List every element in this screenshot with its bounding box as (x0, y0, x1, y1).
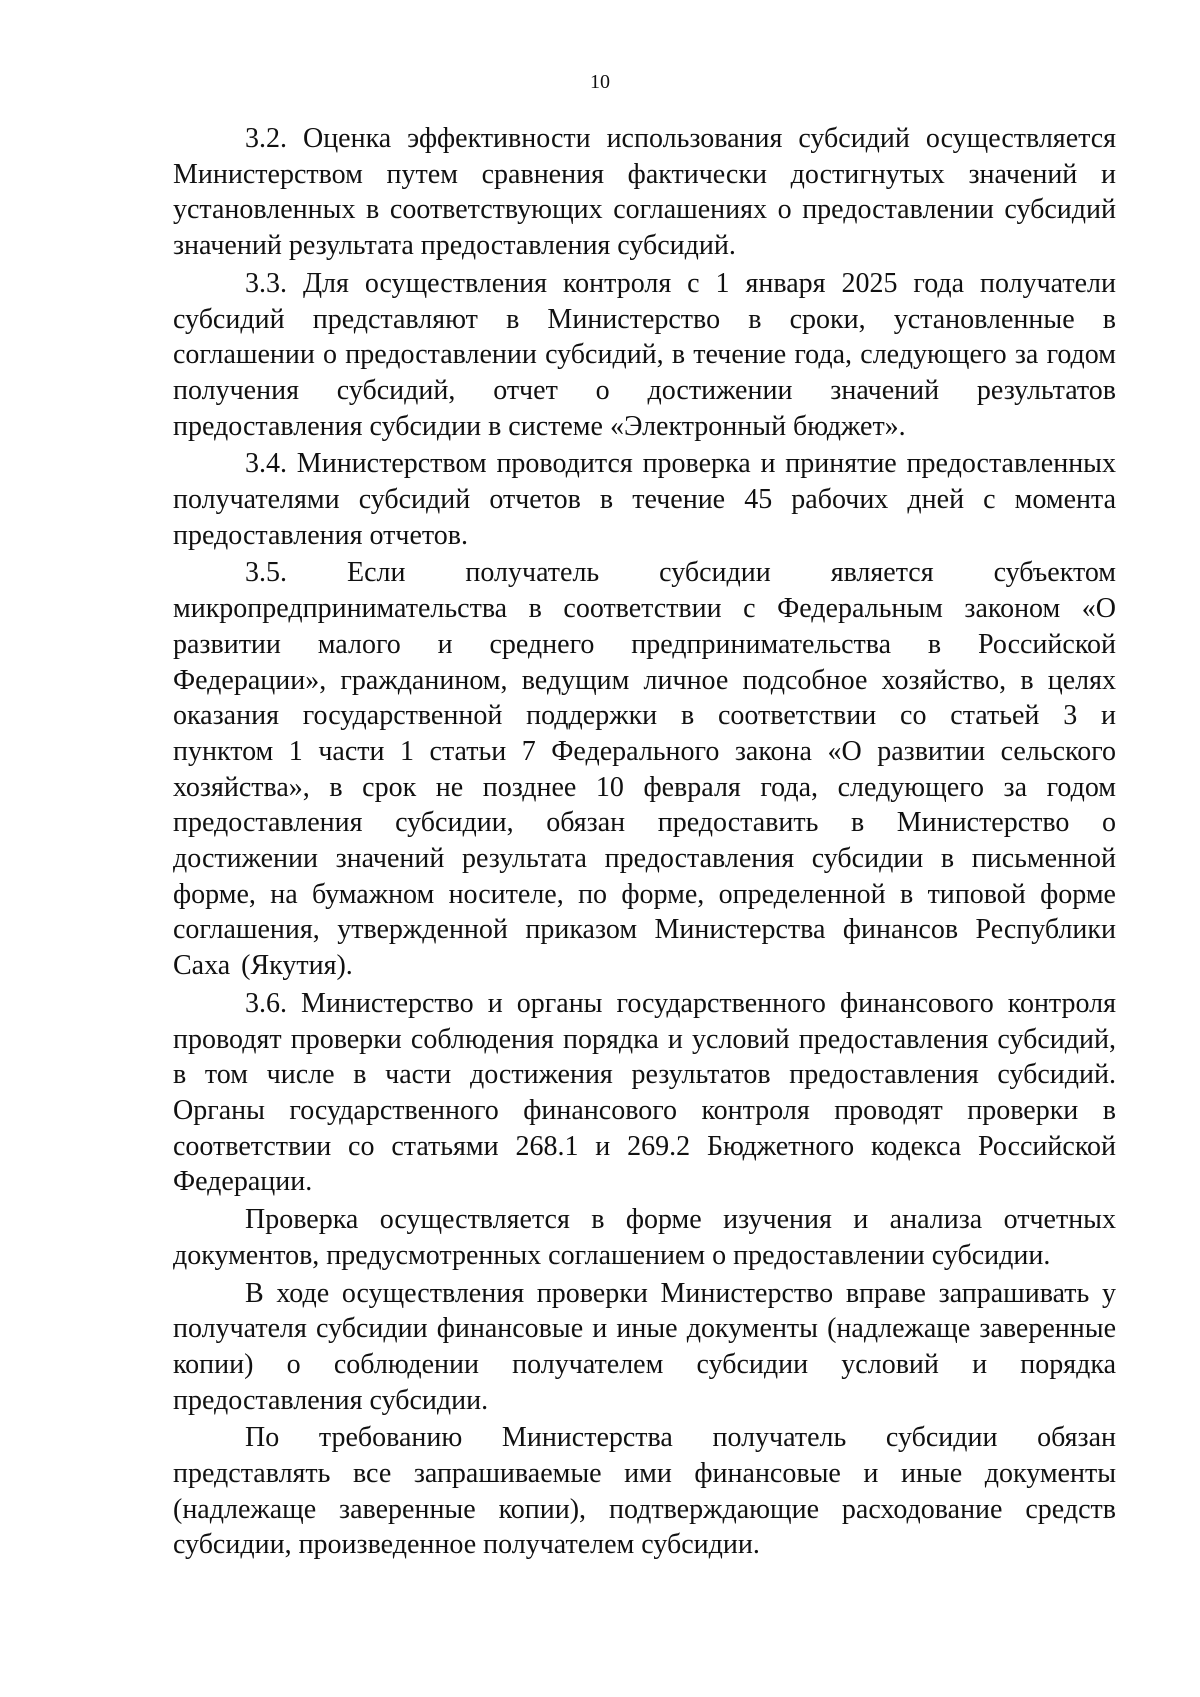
document-body (173, 121, 1116, 1563)
paragraph-3-2: 3.2. Оценка эффективности использования субсидий осуществляется Министерством путем сравнения фактически достигнутых значений и установленных в соответствующих соглашениях о предоставлении субсидий значений результата предоставления субсидий. (173, 123, 1116, 262)
paragraph-check-requirement: По требованию Министерства получатель субсидии обязан представлять все запрашиваемые ими финансовые и иные документы (надлежаще заверенные копии), подтверждающие расходование средств субсидии, произведенное получателем субсидии. (173, 1422, 1116, 1561)
paragraph-check-request: В ходе осуществления проверки Министерство вправе запрашивать у получателя субсидии финансовые и иные документы (надлежаще заверенные копии) о соблюдении получателем субсидии условий и порядка предоставления субсидии. (173, 1277, 1116, 1416)
paragraph-3-3: 3.3. Для осуществления контроля с 1 января 2025 года получатели субсидий представляют в Министерство в сроки, установленные в соглашении о предоставлении субсидий, в течение года, следующего за годом получения субсидий, отчет о достижении значений результатов предоставления субсидии в системе «Электронный бюджет». (173, 267, 1116, 442)
paragraph-3-6: 3.6. Министерство и органы государственного финансового контроля проводят проверки соблюдения порядка и условий предоставления субсидий, в том числе в части достижения результатов предоставления субсидий. Органы государственного финансового контроля проводят проверки в соответствии со статьями 268.1 и 269.2 Бюджетного кодекса Российской Федерации. (173, 987, 1116, 1198)
paragraph-3-4: 3.4. Министерством проводится проверка и принятие предоставленных получателями субсидий отчетов в течение 45 рабочих дней с момента предоставления отчетов. (173, 448, 1116, 551)
page-number: 10 (590, 71, 610, 93)
paragraph-check-form: Проверка осуществляется в форме изучения и анализа отчетных документов, предусмотренных соглашением о предоставлении субсидии. (173, 1204, 1116, 1271)
paragraph-3-5: 3.5. Если получатель субсидии является субъектом микропредпринимательства в соответствии с Федеральным законом «О развитии малого и среднего предпринимательства в Российской Федерации», гражданином, ведущим личное подсобное хозяйство, в целях оказания государственной поддержки в соответствии со статьей 3 и пунктом 1 части 1 статьи 7 Федерального закона «О развитии сельского хозяйства», в срок не позднее 10 февраля года, следующего за годом предоставления субсидии, обязан предоставить в Министерство о достижении значений результата предоставления субсидии в письменной форме, на бумажном носителе, по форме, определенной в типовой форме соглашения, утвержденной приказом Министерства финансов Республики Саха (Якутия). (173, 557, 1116, 982)
